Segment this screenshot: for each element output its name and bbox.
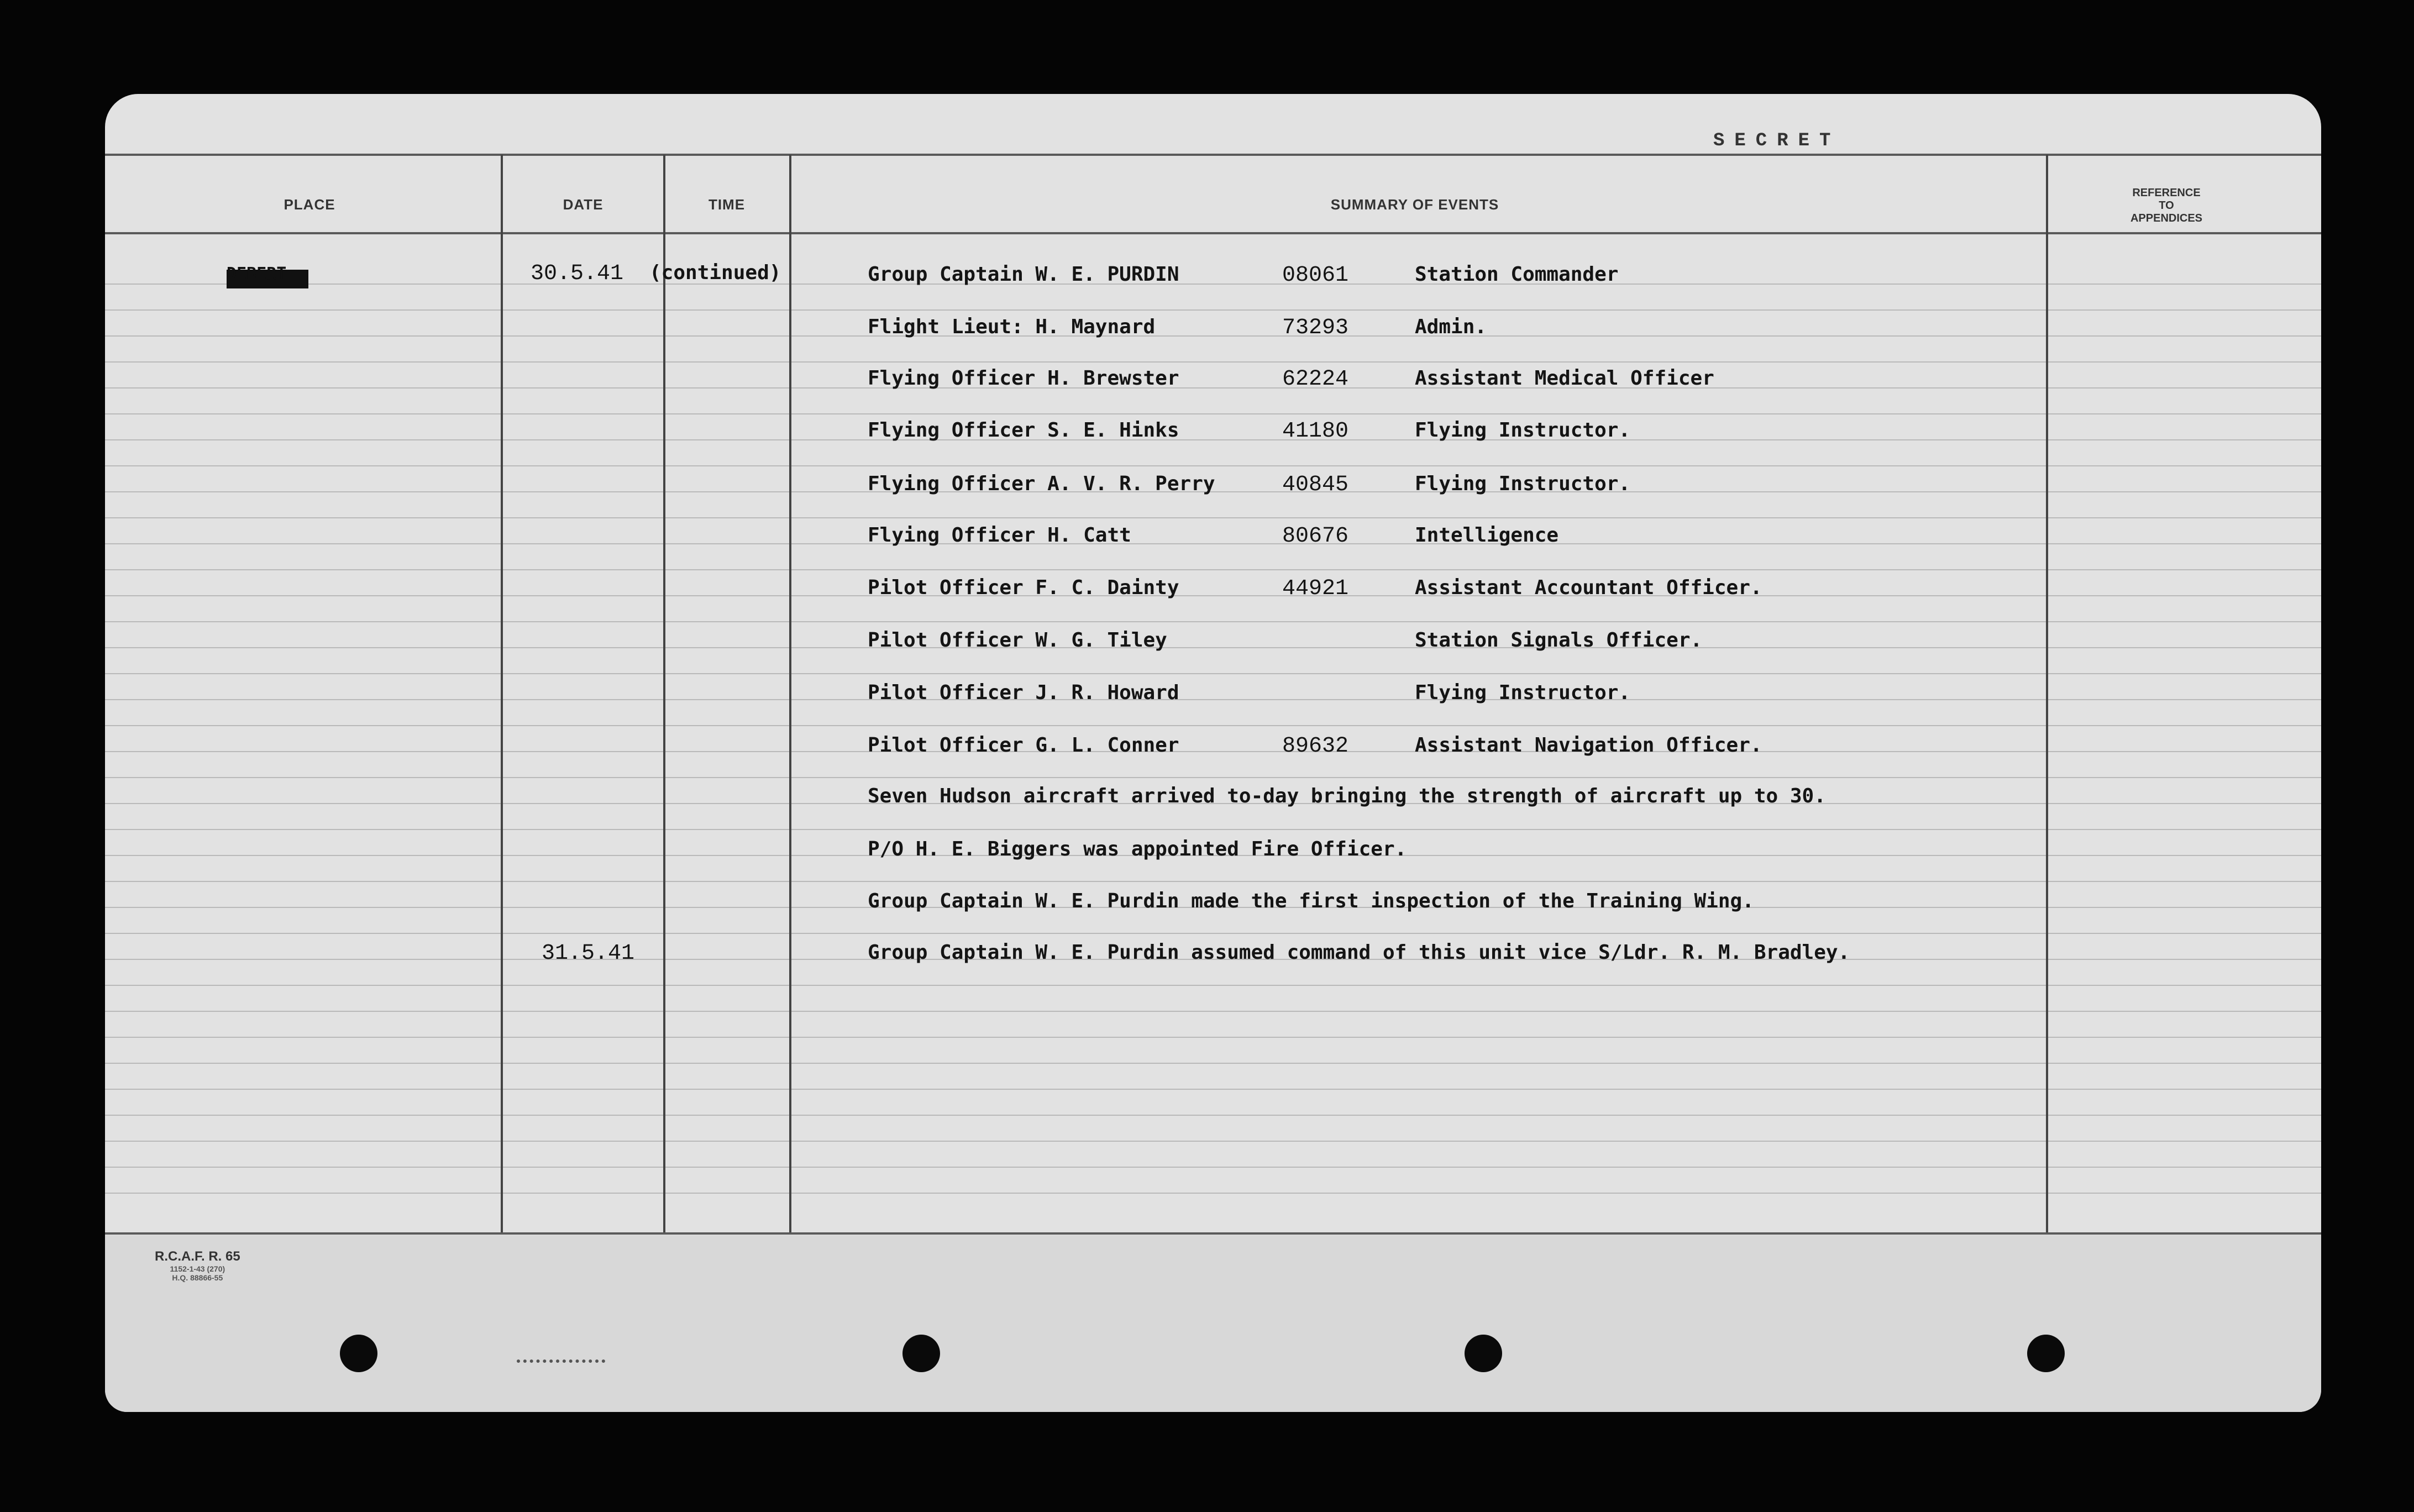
entry-date-2: 31.5.41 xyxy=(542,941,635,966)
officer-number: 89632 xyxy=(1282,734,1349,759)
officer-role: Flying Instructor. xyxy=(1415,473,1631,495)
officer-number: 08061 xyxy=(1282,263,1349,288)
ruled-line xyxy=(105,543,2321,544)
ruled-line xyxy=(105,829,2321,830)
ruled-line xyxy=(105,881,2321,882)
officer-role: Station Signals Officer. xyxy=(1415,629,1703,652)
officer-name: Group Captain W. E. PURDIN xyxy=(868,263,1179,286)
officer-role: Station Commander xyxy=(1415,263,1619,286)
punch-hole xyxy=(902,1335,940,1372)
column-divider-summary xyxy=(2046,155,2048,1232)
ruled-line xyxy=(105,699,2321,700)
ruled-line xyxy=(105,673,2321,674)
ruled-line xyxy=(105,284,2321,285)
ruled-line xyxy=(105,1167,2321,1168)
ruled-line xyxy=(105,1037,2321,1038)
header-date: DATE xyxy=(563,196,604,213)
header-place: PLACE xyxy=(284,196,335,213)
officer-number: 40845 xyxy=(1282,473,1349,497)
officer-role: Assistant Accountant Officer. xyxy=(1415,576,1762,599)
officer-number: 62224 xyxy=(1282,367,1349,392)
ruled-line xyxy=(105,309,2321,311)
ruled-line xyxy=(105,517,2321,518)
column-divider-date xyxy=(663,155,665,1232)
note-line: Group Captain W. E. Purdin assumed command of this unit vice S/Ldr. R. M. Bradley. xyxy=(868,941,1850,964)
form-id-line1: R.C.A.F. R. 65 xyxy=(155,1249,240,1264)
officer-role: Intelligence xyxy=(1415,524,1559,547)
officer-name: Pilot Officer F. C. Dainty xyxy=(868,576,1179,599)
header-reference xyxy=(2100,187,2233,225)
officer-name: Flying Officer S. E. Hinks xyxy=(868,419,1179,442)
ruled-line xyxy=(105,1115,2321,1116)
dotted-mark xyxy=(517,1359,605,1366)
form-identifier xyxy=(155,1249,240,1282)
note-line: Group Captain W. E. Purdin made the first inspection of the Training Wing. xyxy=(868,890,1754,912)
officer-role: Flying Instructor. xyxy=(1415,419,1631,442)
header-time: TIME xyxy=(708,196,746,213)
column-divider-time xyxy=(789,155,791,1232)
ruled-line xyxy=(105,1193,2321,1194)
officer-number: 44921 xyxy=(1282,576,1349,601)
punch-hole xyxy=(1465,1335,1502,1372)
officer-name: Flight Lieut: H. Maynard xyxy=(868,316,1156,338)
officer-role: Assistant Medical Officer xyxy=(1415,367,1714,390)
officer-role: Admin. xyxy=(1415,316,1487,338)
continued-label: (continued) xyxy=(649,261,781,284)
ruled-line xyxy=(105,569,2321,570)
officer-name: Flying Officer H. Catt xyxy=(868,524,1131,547)
header-reference-line2: TO xyxy=(2159,200,2174,212)
ruled-line xyxy=(105,1011,2321,1012)
header-reference-line1: REFERENCE xyxy=(2132,187,2201,199)
officer-name: Pilot Officer G. L. Conner xyxy=(868,734,1179,757)
column-divider-place xyxy=(501,155,503,1232)
card-footer xyxy=(105,1235,2321,1412)
form-id-line2: 1152-1-43 (270) xyxy=(170,1264,225,1273)
secret-stamp: SECRET xyxy=(1713,130,1841,151)
entry-date-1: 30.5.41 xyxy=(531,261,624,286)
header-summary: SUMMARY OF EVENTS xyxy=(1330,196,1499,213)
officer-number: 80676 xyxy=(1282,524,1349,549)
ruled-line xyxy=(105,439,2321,440)
header-top-rule xyxy=(105,154,2321,156)
ruled-line xyxy=(105,751,2321,752)
ruled-line xyxy=(105,387,2321,389)
note-line: P/O H. E. Biggers was appointed Fire Officer. xyxy=(868,838,1407,860)
ruled-line xyxy=(105,985,2321,986)
officer-name: Flying Officer H. Brewster xyxy=(868,367,1179,390)
officer-role: Assistant Navigation Officer. xyxy=(1415,734,1762,757)
place-text: DEBERT xyxy=(227,264,287,284)
officer-number: 41180 xyxy=(1282,419,1349,444)
ruled-line xyxy=(105,725,2321,726)
ruled-line xyxy=(105,933,2321,934)
ruled-line xyxy=(105,413,2321,414)
ruled-line xyxy=(105,621,2321,622)
ruled-line xyxy=(105,335,2321,337)
ruled-line xyxy=(105,1063,2321,1064)
record-card xyxy=(105,94,2321,1412)
ruled-line xyxy=(105,361,2321,363)
header-reference-line3: APPENDICES xyxy=(2130,212,2203,224)
ruled-line xyxy=(105,1141,2321,1142)
footer-rule xyxy=(105,1232,2321,1235)
ruled-line xyxy=(105,465,2321,466)
officer-role: Flying Instructor. xyxy=(1415,681,1631,704)
form-id-line3: H.Q. 88866-55 xyxy=(172,1273,223,1282)
ruled-line xyxy=(105,1089,2321,1090)
ruled-line xyxy=(105,777,2321,778)
ruled-line xyxy=(105,647,2321,648)
officer-name: Pilot Officer W. G. Tiley xyxy=(868,629,1167,652)
officer-name: Pilot Officer J. R. Howard xyxy=(868,681,1179,704)
officer-name: Flying Officer A. V. R. Perry xyxy=(868,473,1215,495)
ruled-line xyxy=(105,595,2321,596)
officer-number: 73293 xyxy=(1282,316,1349,340)
punch-hole xyxy=(340,1335,377,1372)
header-bottom-rule xyxy=(105,232,2321,234)
note-line: Seven Hudson aircraft arrived to-day bringing the strength of aircraft up to 30. xyxy=(868,785,1826,807)
punch-hole xyxy=(2027,1335,2065,1372)
